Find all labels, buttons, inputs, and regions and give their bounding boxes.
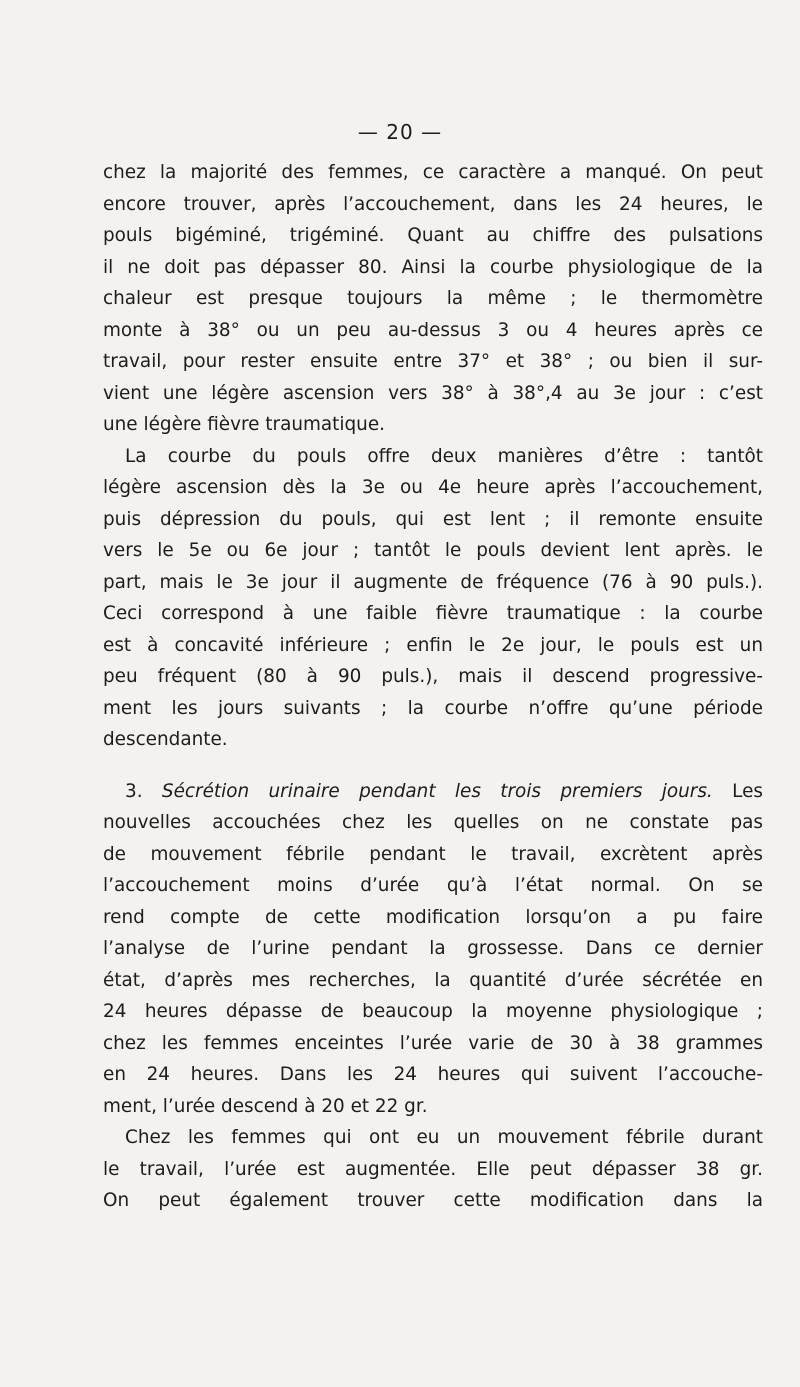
text-line: rend compte de cette modification lorsqu’on a pu faire	[103, 906, 763, 928]
text-line: est à concavité inférieure ; enfin le 2e jour, le pouls est un	[103, 634, 763, 656]
section-heading-line	[103, 776, 763, 808]
paragraph-febrile-urea	[103, 1122, 763, 1217]
text-line: nouvelles accouchées chez les quelles on ne constate pas	[103, 812, 763, 833]
text-line: de mouvement fébrile pendant le travail, excrètent après	[103, 843, 763, 865]
text-line: vers le 5e ou 6e jour ; tantôt le pouls devient lent après. le	[103, 540, 763, 561]
text-line: pouls bigéminé, trigéminé. Quant au chiffre des pulsations	[103, 225, 763, 246]
text-line: ment les jours suivants ; la courbe n’offre qu’une période	[103, 697, 763, 719]
text-line: Chez les femmes qui ont eu un mouvement fébrile durant	[125, 1127, 763, 1148]
text-line: puis dépression du pouls, qui est lent ; il remonte ensuite	[103, 508, 763, 530]
section-number: 3.	[125, 780, 143, 802]
text-line: l’analyse de l’urine pendant la grossesse. Dans ce dernier	[103, 938, 763, 959]
text-line: part, mais le 3e jour il augmente de fréquence (76 à 90 puls.).	[103, 571, 763, 593]
text-line: légère ascension dès la 3e ou 4e heure après l’accouchement,	[103, 477, 763, 498]
text-line: ment, l’urée descend à 20 et 22 gr.	[103, 1095, 428, 1117]
text-line: descendante.	[103, 729, 228, 750]
section-spacer	[103, 756, 763, 776]
section-lead-word: Les	[732, 780, 763, 802]
text-line: Ceci correspond à une faible fièvre traumatique : la courbe	[103, 603, 763, 624]
text-line: l’accouchement moins d’urée qu’à l’état normal. On se	[103, 875, 763, 896]
text-line: encore trouver, après l’accouchement, dans les 24 heures, le	[103, 193, 763, 215]
page-body-text	[103, 157, 763, 1217]
text-line: La courbe du pouls offre deux manières d’être : tantôt	[125, 445, 763, 467]
text-line: chaleur est presque toujours la même ; le thermomètre	[103, 288, 763, 309]
paragraph-pulse-temperature	[103, 157, 763, 441]
text-line: chez la majorité des femmes, ce caractère a manqué. On peut	[103, 162, 763, 183]
text-line: une légère fièvre traumatique.	[103, 414, 385, 435]
text-line: 24 heures dépasse de beaucoup la moyenne physiologique ;	[103, 1001, 763, 1022]
page-number: — 20 —	[357, 120, 443, 144]
text-line: état, d’après mes recherches, la quantité d’urée sécrétée en	[103, 969, 763, 991]
paragraph-pulse-curve-continued	[103, 472, 763, 756]
text-line: peu fréquent (80 à 90 puls.), mais il descend progressive-	[103, 666, 763, 687]
text-line: On peut également trouver cette modification dans la	[103, 1190, 763, 1211]
text-line: en 24 heures. Dans les 24 heures qui suivent l’accouche-	[103, 1064, 763, 1085]
text-line: travail, pour rester ensuite entre 37° et 38° ; ou bien il sur-	[103, 351, 763, 372]
section-3-urinary-secretion	[103, 776, 763, 1123]
paragraph-pulse-curve	[103, 441, 763, 473]
text-line: il ne doit pas dépasser 80. Ainsi la courbe physiologique de la	[103, 256, 763, 278]
section-heading: Sécrétion urinaire pendant les trois premiers jours.	[161, 780, 713, 802]
text-line: monte à 38° ou un peu au-dessus 3 ou 4 heures après ce	[103, 319, 763, 341]
text-line: le travail, l’urée est augmentée. Elle peut dépasser 38 gr.	[103, 1158, 763, 1180]
text-line: vient une légère ascension vers 38° à 38°,4 au 3e jour : c’est	[103, 382, 763, 404]
text-line: chez les femmes enceintes l’urée varie de 30 à 38 grammes	[103, 1032, 763, 1054]
